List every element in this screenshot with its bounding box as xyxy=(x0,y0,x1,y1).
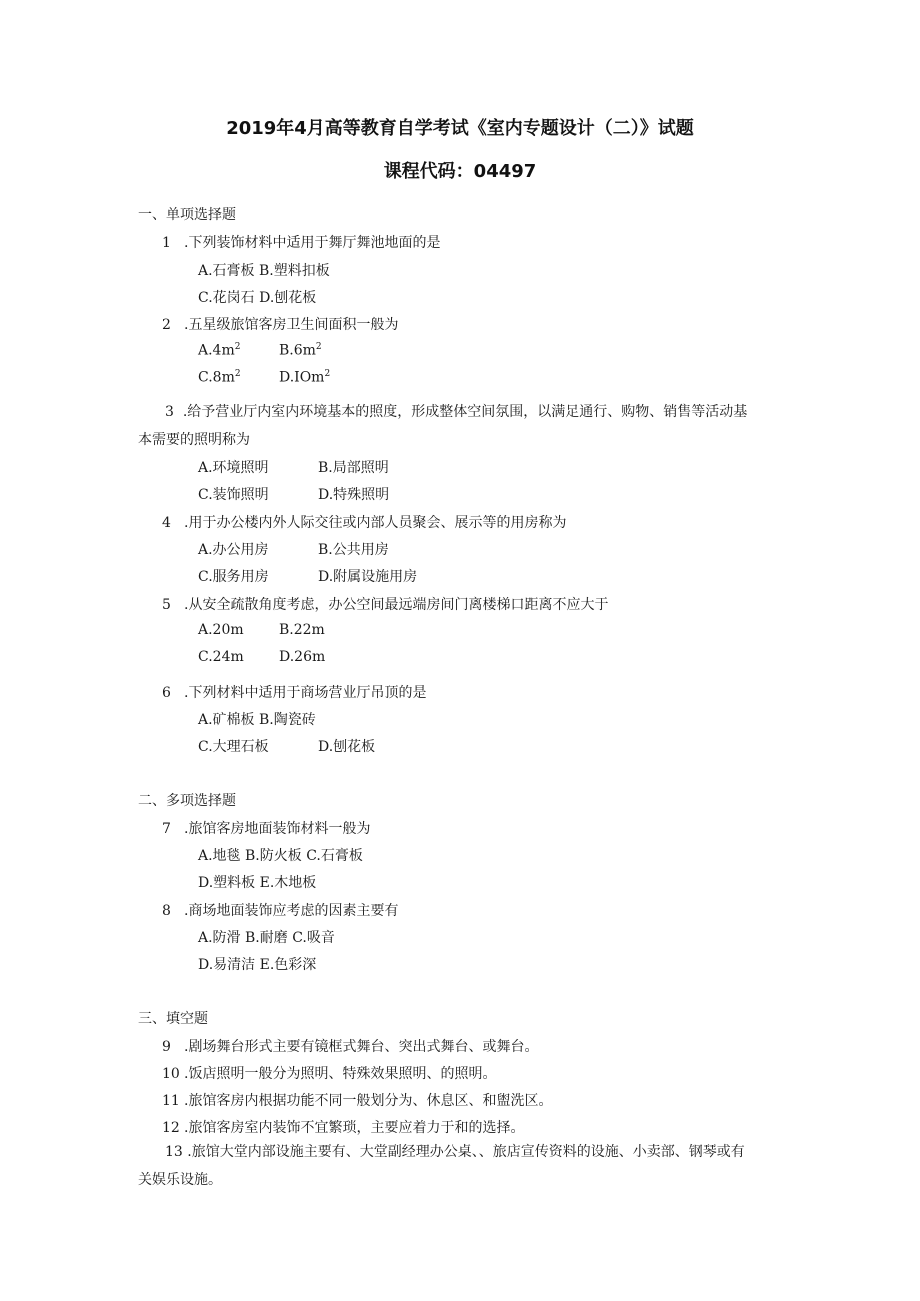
question-8-options-row1: A.防滑 B.耐磨 C.吸音 xyxy=(198,930,335,946)
question-4-option-a: A.办公用房 xyxy=(198,542,269,558)
question-8: 8 .商场地面装饰应考虑的因素主要有 xyxy=(162,903,399,919)
question-13: 13 .旅馆大堂内部设施主要有、大堂副经理办公桌、、旅店宣传资料的设施、小卖部、钢琴或有关娱乐设施。 xyxy=(138,1144,745,1188)
question-5: 5 .从安全疏散角度考虑，办公空间最远端房间门离楼梯口距离不应大于 xyxy=(162,597,609,613)
question-5-option-d: D.26m xyxy=(279,649,326,665)
question-8-options-row2: D.易清洁 E.色彩深 xyxy=(198,957,317,973)
question-5-option-c: C.24m xyxy=(198,649,244,665)
exam-title: 2019年4月高等教育自学考试《室内专题设计（二）》试题 xyxy=(226,118,694,139)
question-2-option-d: D.IOm$^2$ xyxy=(279,369,331,386)
question-4-option-c: C.服务用房 xyxy=(198,569,269,585)
question-3-option-c: C.装饰照明 xyxy=(198,487,269,503)
question-9: 9 .剧场舞台形式主要有镜框式舞台、突出式舞台、或舞台。 xyxy=(162,1039,539,1055)
question-7-options-row1: A.地毯 B.防火板 C.石膏板 xyxy=(198,848,363,864)
question-5-option-a: A.20m xyxy=(198,622,244,638)
question-3-option-a: A.环境照明 xyxy=(198,460,269,476)
question-1: 1 .下列装饰材料中适用于舞厅舞池地面的是 xyxy=(162,235,441,251)
question-2-option-c: $C.8m^2$ xyxy=(198,369,241,386)
question-3-option-b: B.局部照明 xyxy=(318,460,389,476)
question-3: 3 .给予营业厅内室内环境基本的照度，形成整体空间氛围，以满足通行、购物、销售等活动基本需要的照明称为 xyxy=(138,404,748,448)
section-heading-multiple-choice: 二、多项选择题 xyxy=(138,793,236,809)
question-2-option-a: $A.4m^2$ xyxy=(198,342,241,359)
question-10: 10 .饭店照明一般分为照明、特殊效果照明、的照明。 xyxy=(162,1066,497,1082)
question-2: 2 .五星级旅馆客房卫生间面积一般为 xyxy=(162,317,399,333)
question-2-option-b: $B.6m^2$ xyxy=(279,342,322,359)
question-6-option-d: D.刨花板 xyxy=(318,739,376,755)
question-5-option-b: B.22m xyxy=(279,622,325,638)
question-6-option-c: C.大理石板 xyxy=(198,739,269,755)
question-1-options-row1: A.石膏板 B.塑料扣板 xyxy=(198,263,330,279)
question-7: 7 .旅馆客房地面装饰材料一般为 xyxy=(162,821,371,837)
question-4-option-d: D.附属设施用房 xyxy=(318,569,418,585)
question-11: 11 .旅馆客房内根据功能不同一般划分为、休息区、和盥洗区。 xyxy=(162,1093,553,1109)
question-12: 12 .旅馆客房室内装饰不宜繁琐，主要应着力于和的选择。 xyxy=(162,1120,525,1136)
section-heading-fill-in: 三、填空题 xyxy=(138,1011,208,1027)
question-1-options-row2: C.花岗石 D.刨花板 xyxy=(198,290,317,306)
question-3-option-d: D.特殊照明 xyxy=(318,487,390,503)
question-7-options-row2: D.塑料板 E.木地板 xyxy=(198,875,317,891)
question-4-option-b: B.公共用房 xyxy=(318,542,389,558)
question-6: 6 .下列材料中适用于商场营业厅吊顶的是 xyxy=(162,685,427,701)
section-heading-single-choice: 一、单项选择题 xyxy=(138,207,236,223)
question-4: 4 .用于办公楼内外人际交往或内部人员聚会、展示等的用房称为 xyxy=(162,515,567,531)
question-6-options-row1: A.矿棉板 B.陶瓷砖 xyxy=(198,712,316,728)
course-code: 课程代码：04497 xyxy=(383,161,537,182)
